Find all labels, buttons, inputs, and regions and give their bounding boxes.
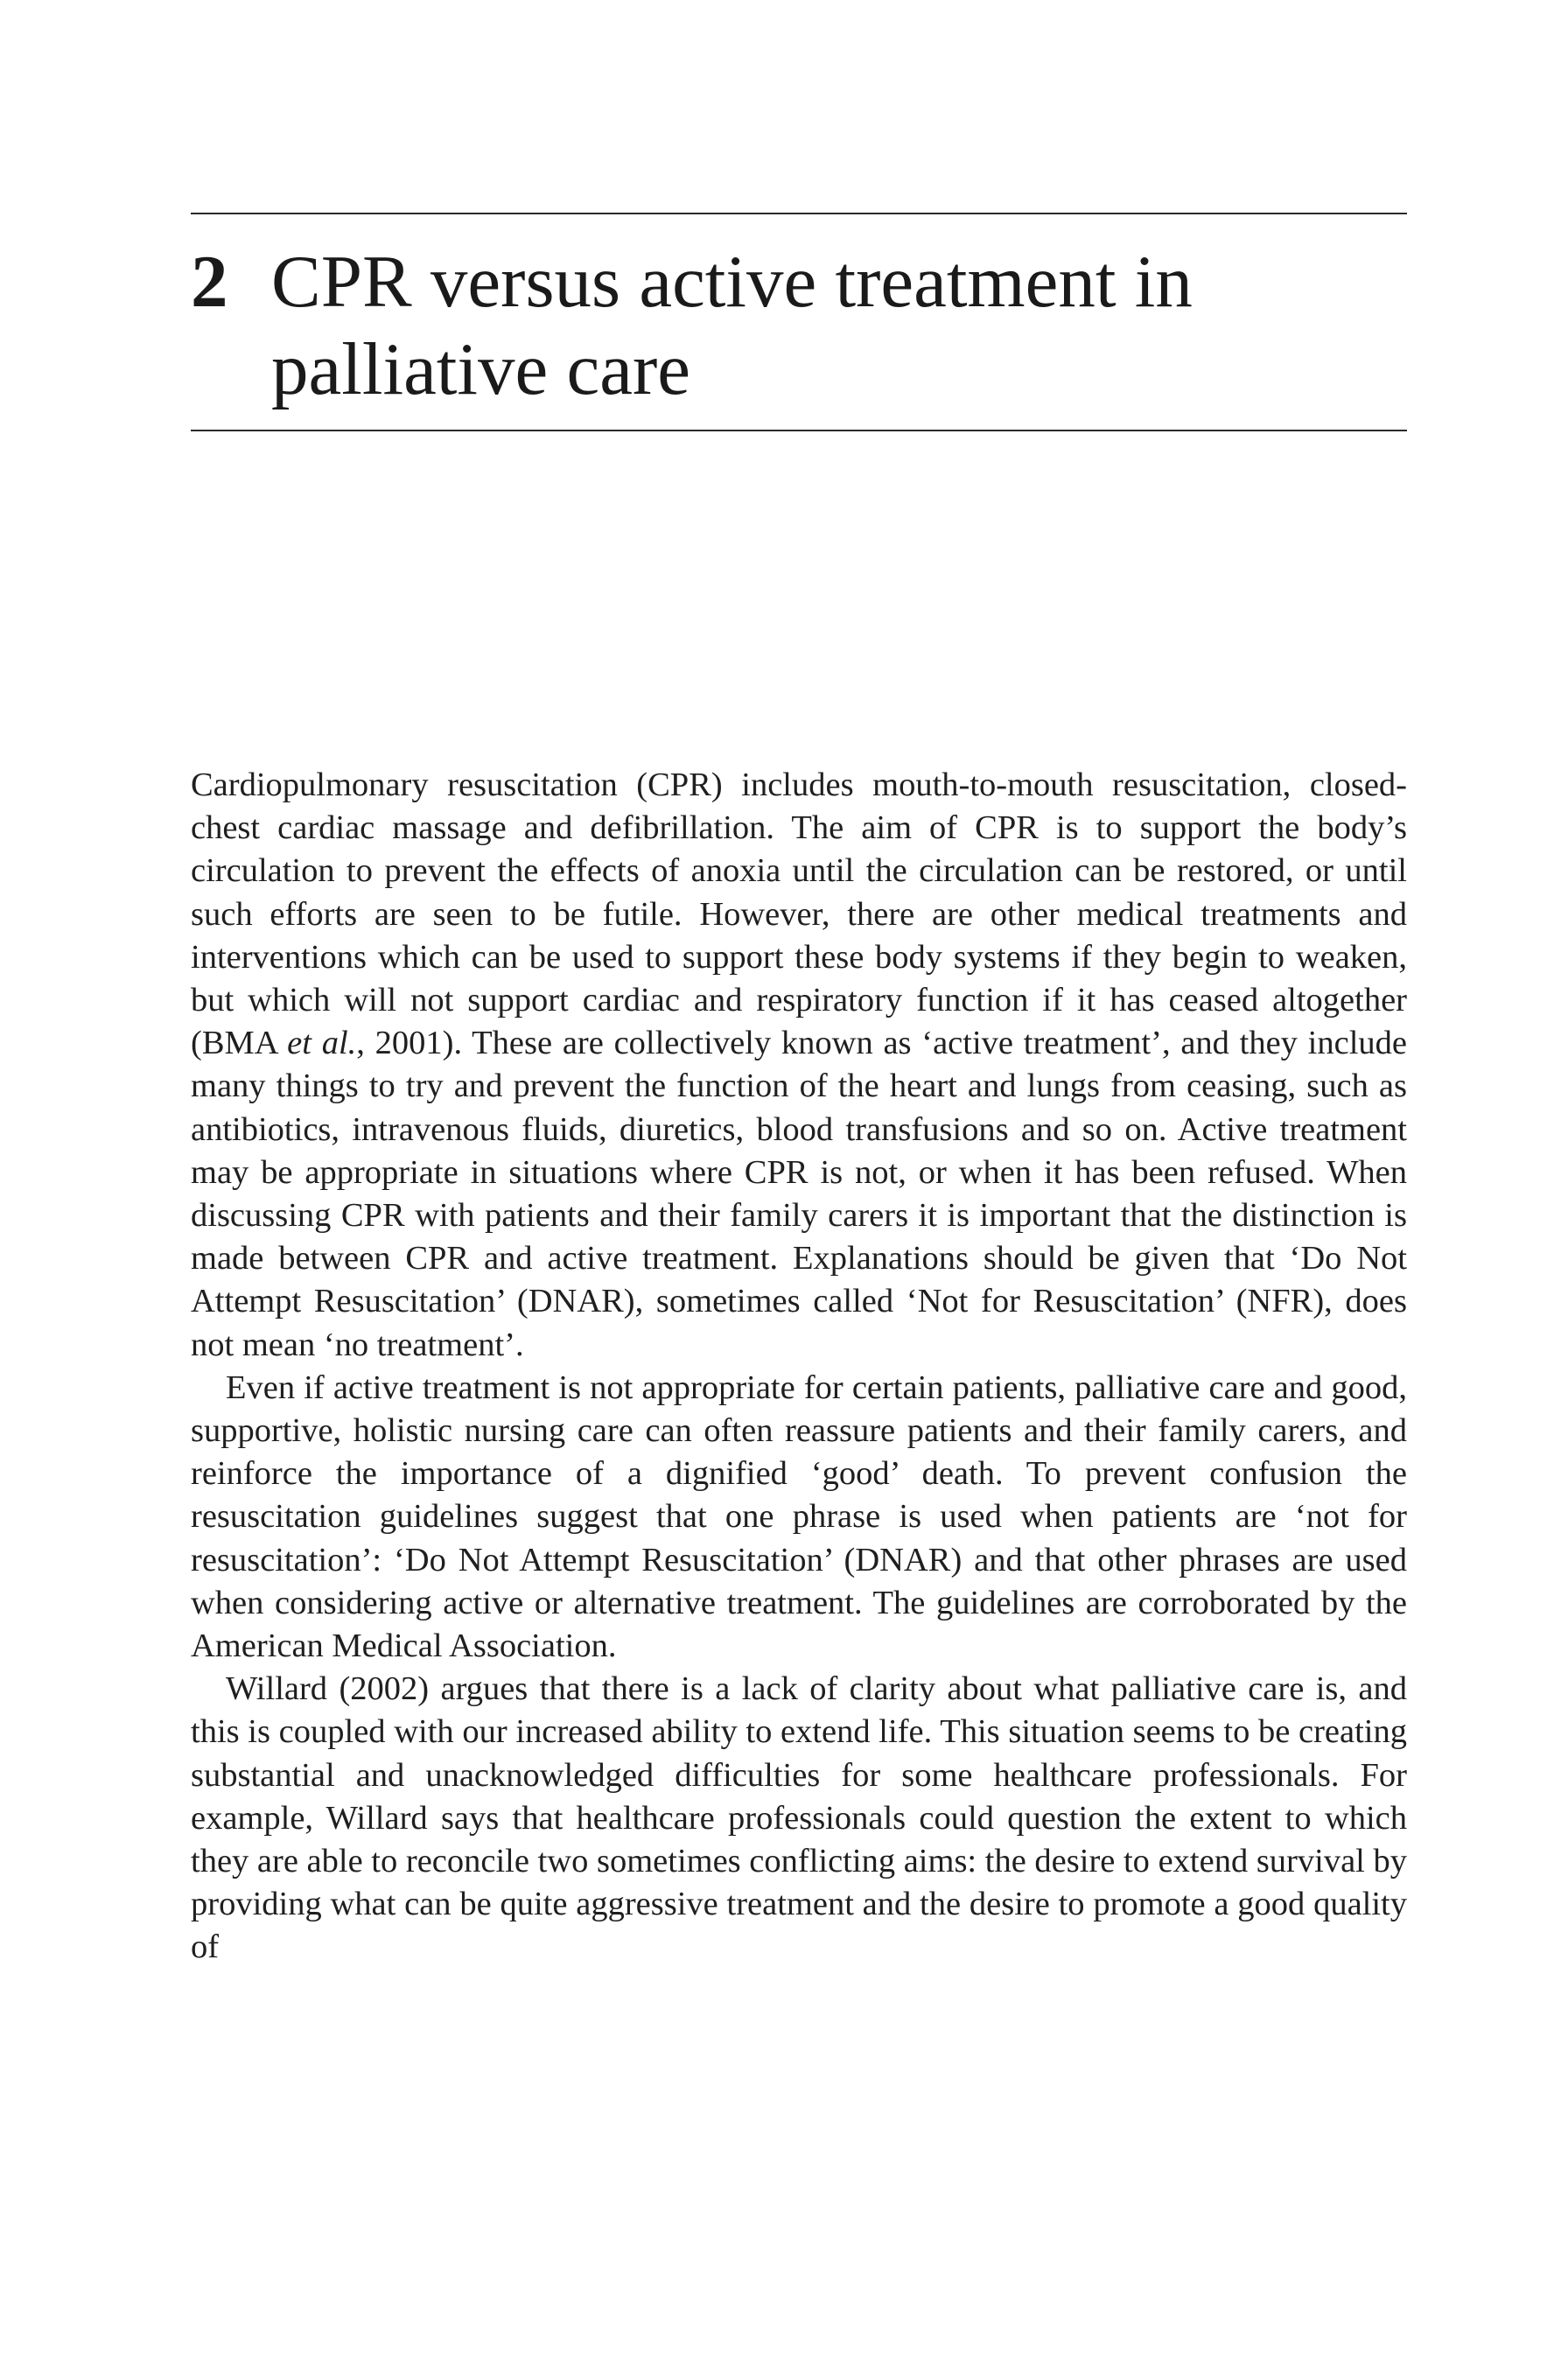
- paragraph-1-text-cont: , 2001). These are collectively known as ‘active treatment’, and they include many things to try and prevent the function of the heart and lungs from ceasing, such as antibiotics, intravenous fluids, diuretics, blood transfusions and so on. Active treatment may be appropriate in situations where CPR is not, or when it has been refused. When discussing CPR with patients and their family carers it is important that the distinction is made between CPR and active treatment. Explanations should be given that ‘Do Not Attempt Resuscitation’ (DNAR), sometimes called ‘Not for Resuscitation’ (NFR), does not mean ‘no treatment’.: [191, 1025, 1408, 1363]
- chapter-title: CPR versus active treatment in palliative care: [271, 241, 1193, 410]
- heading-top-rule: [191, 213, 1407, 214]
- citation-emphasis: et al.: [287, 1025, 357, 1062]
- body-text: [191, 764, 1407, 1970]
- paragraph-1: [191, 764, 1407, 1367]
- chapter-number: 2: [191, 241, 228, 323]
- paragraph-2: Even if active treatment is not appropriate for certain patients, palliative care and good, supportive, holistic nursing care can often reassure patients and their family carers, and reinforce the importance of a dignified ‘good’ death. To prevent confusion the resuscitation guidelines suggest that one phrase is used when patients are ‘not for resuscitation’: ‘Do Not Attempt Resuscitation’ (DNAR) and that other phrases are used when considering active or alternative treatment. The guidelines are corroborated by the American Medical Association.: [191, 1368, 1407, 1665]
- heading-bottom-rule: [191, 430, 1407, 431]
- paragraph-1-text: Cardiopulmonary resuscitation (CPR) includes mouth-to-mouth resuscitation, closed-chest cardiac massage and defibrillation. The aim of CPR is to support the body’s circulation to prevent the effects of anoxia until the circulation can be restored, or until such efforts are seen to be futile. However, there are other medical treatments and interventions which can be used to support these body systems if they begin to weaken, but which will not support cardiac and respiratory function if it has ceased altogether (BMA: [191, 766, 1407, 1062]
- paragraph-3: Willard (2002) argues that there is a lack of clarity about what palliative care is, and this is coupled with our increased ability to extend life. This situation seems to be creating substantial and unacknowledged difficulties for some healthcare professionals. For example, Willard says that healthcare professionals could question the extent to which they are able to reconcile two sometimes conflicting aims: the desire to extend survival by providing what can be quite aggressive treatment and the desire to promote a good quality of: [191, 1670, 1407, 1966]
